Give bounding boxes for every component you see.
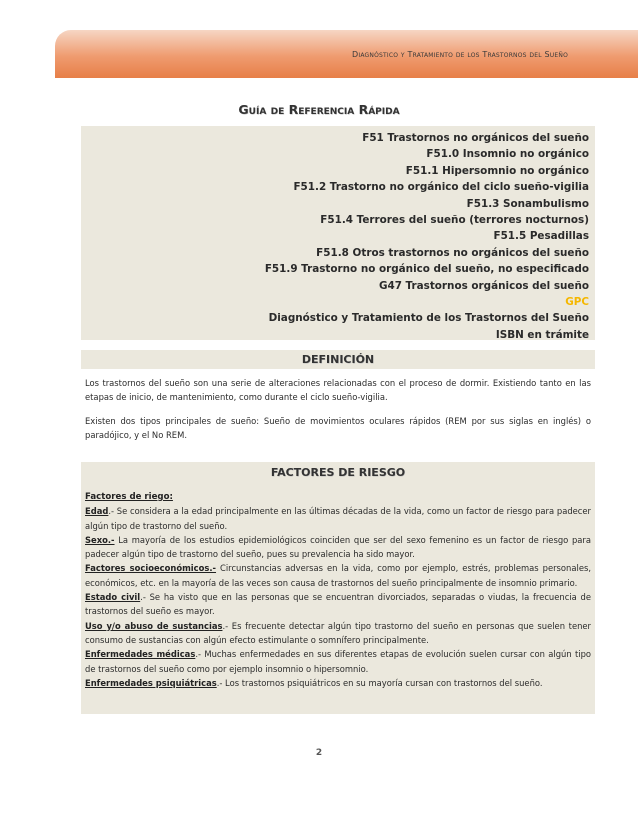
ref-line: F51.3 Sonambulismo <box>466 197 589 210</box>
isbn-line: ISBN en trámite <box>495 328 589 341</box>
page-number: 2 <box>315 748 323 758</box>
running-title: Diagnóstico y Tratamiento de los Trastornos del Sueño <box>352 50 568 59</box>
ref-line: F51 Trastornos no orgánicos del sueño <box>362 132 589 144</box>
risk-factors-subtitle: Factores de riego: <box>85 492 173 502</box>
ref-line: F51.4 Terrores del sueño (terrores nocturnos) <box>320 214 589 227</box>
risk-item-enfermedades-medicas: Enfermedades médicas.- Muchas enfermedades en sus diferentes etapas de evolución suelen cursar con algún tipo de trastornos del sueño como por ejemplo insomnio o hipersomnio. <box>85 649 592 674</box>
risk-item-socioeconomicos: Factores socioeconómicos.- Circunstancias adversas en la vida, como por ejemplo, estrés, problemas personales, económicos, etc. en la mayoría de las veces son causa de trastornos del sueño principalmente de insomnio primario. <box>85 563 591 588</box>
risk-item-edad: Edad.- Se considera a la edad principalmente en las últimas décadas de la vida, como un factor de riesgo para padecer algún tipo de trastorno del sueño. <box>85 506 591 531</box>
ref-line: Diagnóstico y Tratamiento de los Trastornos del Sueño <box>268 312 589 325</box>
ref-line: F51.8 Otros trastornos no orgánicos del sueño <box>316 246 589 259</box>
gpc-label: GPC <box>565 296 589 309</box>
definition-paragraph: Los trastornos del sueño son una serie de alteraciones relacionadas con el proceso de dormir. Existiendo tanto en las etapas de inicio, de mantenimiento, como durante el ciclo sueño-vigilia. <box>85 378 591 403</box>
quick-guide-box <box>81 126 595 340</box>
risk-item-enfermedades-psiquiatricas: Enfermedades psiquiátricas.- Los trastornos psiquiátricos en su mayoría cursan con trastornos del sueño. <box>85 677 543 688</box>
quick-guide-title: Guía de Referencia Rápida <box>238 102 400 117</box>
definition-body <box>81 369 595 442</box>
risk-item-sexo: Sexo.- La mayoría de los estudios epidemiológicos coinciden que ser del sexo femenino es un factor de riesgo para padecer algún tipo de trastorno del sueño, pues su prevalencia ha sido mayor. <box>85 534 591 560</box>
risk-item-sustancias: Uso y/o abuso de sustancias.- Es frecuente detectar algún tipo trastorno del sueño en personas que suelen tener consumo de sustancias con algún efecto estimulante o somnífero principalmente. <box>85 620 591 645</box>
definition-paragraph: Existen dos tipos principales de sueño: Sueño de movimientos oculares rápidos (REM por sus siglas en inglés) o paradójico, y el No REM. <box>85 415 591 440</box>
risk-factors-section <box>81 462 595 714</box>
ref-line: F51.5 Pesadillas <box>493 230 589 243</box>
header-banner <box>55 30 638 78</box>
definition-section <box>81 350 595 451</box>
risk-factors-title: FACTORES DE RIESGO <box>270 466 406 479</box>
ref-line: F51.9 Trastorno no orgánico del sueño, no especificado <box>264 263 589 276</box>
definition-title: DEFINICIÓN <box>81 350 595 369</box>
ref-line: F51.2 Trastorno no orgánico del ciclo sueño-vigilia <box>293 181 589 194</box>
ref-line: F51.0 Insomnio no orgánico <box>426 148 589 161</box>
ref-line: G47 Trastornos orgánicos del sueño <box>378 279 589 292</box>
ref-line: F51.1 Hipersomnio no orgánico <box>405 164 589 177</box>
risk-item-estado-civil: Estado civil.- Se ha visto que en las personas que se encuentran divorciados, separadas o viudas, la frecuencia de trastornos del sueño es mayor. <box>85 592 591 617</box>
